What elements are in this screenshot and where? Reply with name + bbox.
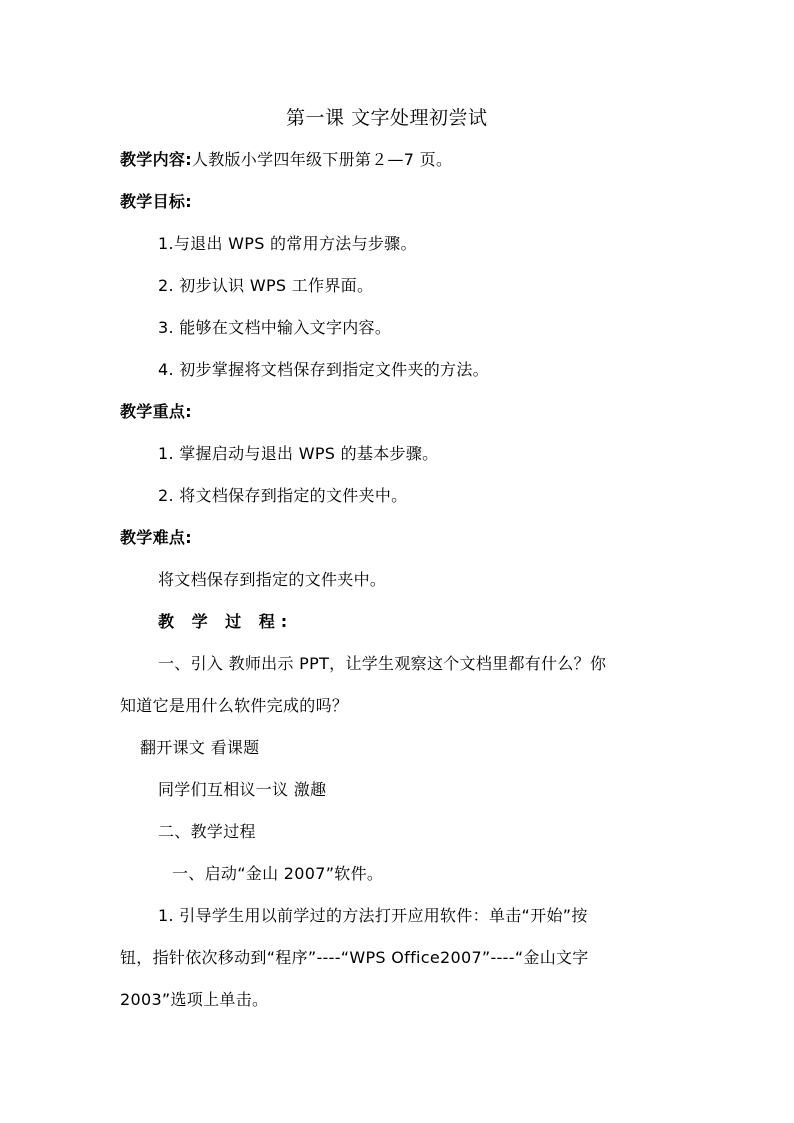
intro-paragraph-line: 知道它是用什么软件完成的吗？ — [120, 696, 349, 715]
discuss-text: 同学们互相议一议 激趣 — [158, 780, 327, 799]
step-one-heading: 一、启动“金山 2007”软件。 — [172, 864, 384, 883]
content-label: 教学内容: — [120, 150, 192, 169]
key-points-label: 教学重点: — [120, 402, 192, 421]
intro-paragraph-line: 一、引入 教师出示 PPT，让学生观察这个文档里都有什么？你 — [158, 654, 607, 673]
objective-item: 1.与退出 WPS 的常用方法与步骤。 — [158, 234, 417, 253]
content-row — [120, 150, 452, 170]
difficulty-label: 教学难点: — [120, 528, 192, 547]
process-label: 教 学 过 程: — [158, 612, 294, 631]
objectives-label: 教学目标: — [120, 192, 192, 211]
guide-paragraph-line: 钮，指针依次移动到“程序”----“WPS Office2007”----“金山文字 — [120, 948, 589, 967]
objective-item: 2. 初步认识 WPS 工作界面。 — [158, 276, 374, 295]
objective-item: 4. 初步掌握将文档保存到指定文件夹的方法。 — [158, 360, 489, 379]
guide-paragraph-line: 1. 引导学生用以前学过的方法打开应用软件：单击“开始”按 — [158, 906, 588, 925]
section-two-heading: 二、教学过程 — [158, 822, 256, 841]
objective-item: 3. 能够在文档中输入文字内容。 — [158, 318, 392, 337]
content-text: 人教版小学四年级下册第２—7 页。 — [191, 150, 453, 169]
key-point-item: 2. 将文档保存到指定的文件夹中。 — [158, 486, 408, 505]
key-point-item: 1. 掌握启动与退出 WPS 的基本步骤。 — [158, 444, 439, 463]
difficulty-text: 将文档保存到指定的文件夹中。 — [158, 570, 387, 589]
open-textbook-text: 翻开课文 看课题 — [140, 738, 260, 757]
guide-paragraph-line: 2003”选项上单击。 — [120, 990, 269, 1009]
page-title: 第一课 文字处理初尝试 — [286, 107, 488, 129]
